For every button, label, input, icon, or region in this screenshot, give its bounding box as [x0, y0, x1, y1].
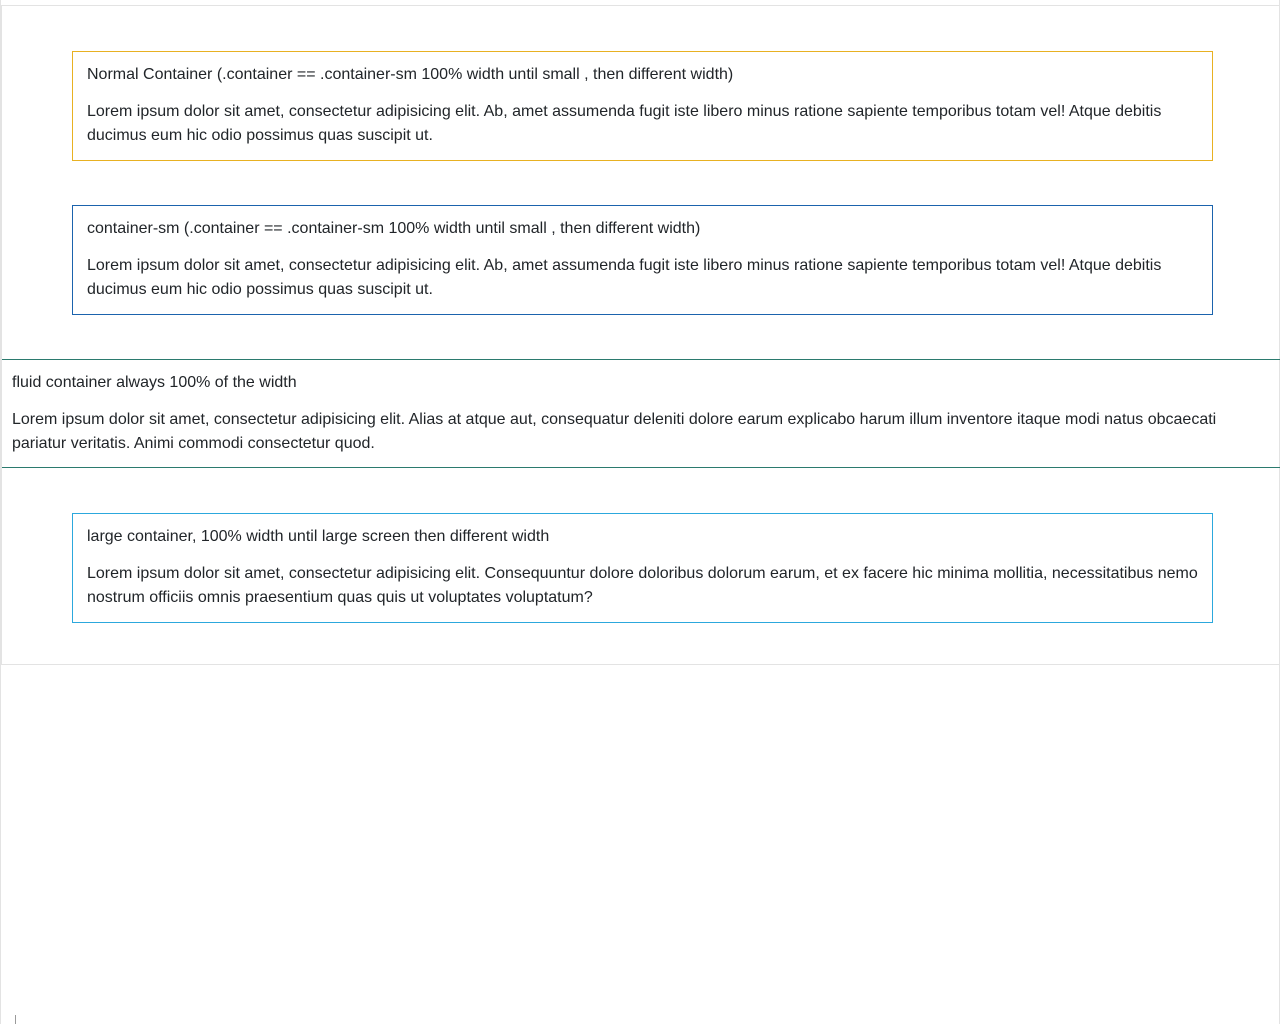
outer-container	[1, 5, 1280, 665]
normal-container-text: Lorem ipsum dolor sit amet, consectetur adipisicing elit. Ab, amet assumenda fugit iste libero minus ratione sapiente temporibus totam vel! Atque debitis ducimus eum hic odio possimus quas suscipit ut.	[87, 103, 1162, 145]
container-lg-heading: large container, 100% width until large screen then different width	[87, 528, 550, 545]
container-sm-text: Lorem ipsum dolor sit amet, consectetur adipisicing elit. Ab, amet assumenda fugit iste libero minus ratione sapiente temporibus totam vel! Atque debitis ducimus eum hic odio possimus quas suscipit ut.	[87, 257, 1162, 299]
container-fluid-inner	[2, 360, 1280, 470]
container-fluid-text: Lorem ipsum dolor sit amet, consectetur adipisicing elit. Alias at atque aut, consequatur deleniti dolore earum explicabo harum illum inventore itaque modi natus obcaecati pariatur veritatis. Animi commodi consectetur quod.	[12, 411, 1217, 453]
container-fluid-heading: fluid container always 100% of the width	[12, 374, 297, 391]
container-sm-heading: container-sm (.container == .container-sm 100% width until small , then different width)	[87, 220, 701, 237]
container-fluid-box	[2, 359, 1280, 468]
normal-container-heading: Normal Container (.container == .container-sm 100% width until small , then different width)	[87, 66, 734, 83]
text-cursor-marker	[15, 1015, 16, 1024]
container-lg-box	[72, 513, 1213, 623]
container-lg-text: Lorem ipsum dolor sit amet, consectetur adipisicing elit. Consequuntur dolore doloribus dolorum earum, et ex facere hic minima mollitia, necessitatibus nemo nostrum officiis omnis praesentium quas quis ut voluptates voluptatum?	[87, 565, 1198, 607]
normal-container-box	[72, 51, 1213, 161]
container-sm-box	[72, 205, 1213, 315]
